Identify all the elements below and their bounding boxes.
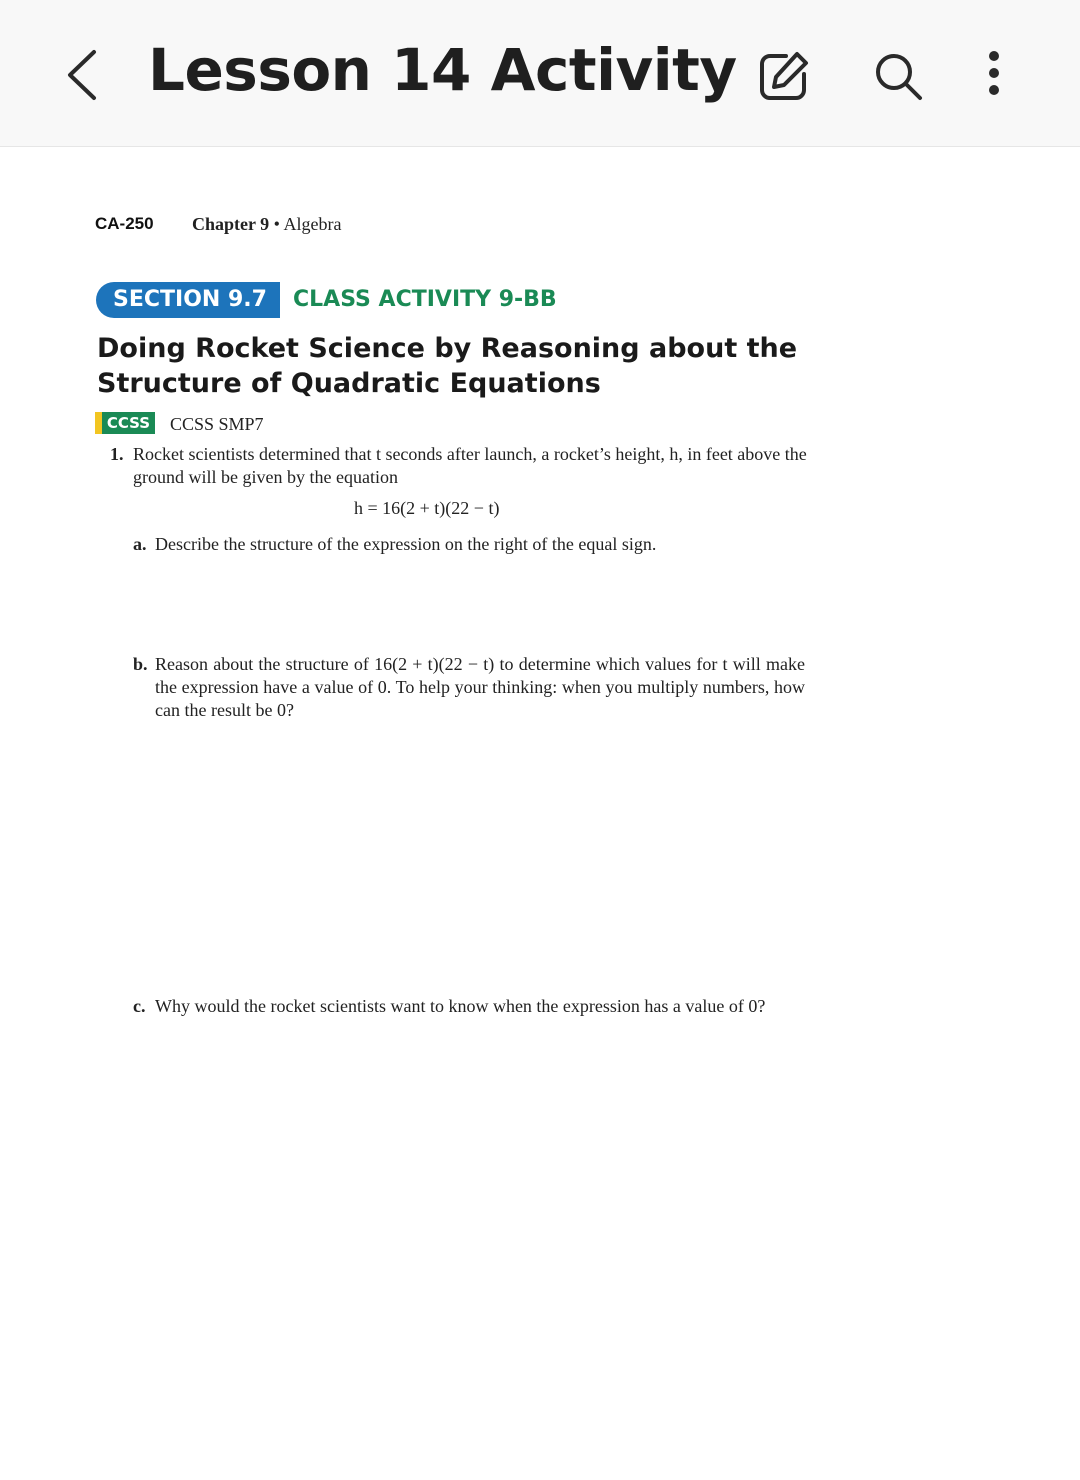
chevron-left-icon bbox=[58, 44, 110, 106]
activity-label: CLASS ACTIVITY 9-BB bbox=[293, 287, 557, 312]
app-bar bbox=[0, 0, 1080, 147]
problem-number: 1. bbox=[110, 444, 124, 464]
page-number: CA-250 bbox=[95, 214, 154, 233]
part-text: Describe the structure of the expression on the right of the equal sign. bbox=[155, 534, 657, 554]
part-text: Reason about the structure of 16(2 + t)(22 − t) to determine which values for t will make the expression have a value of 0. To help your thinking: when you multiply numbers, how can the result be 0? bbox=[155, 654, 805, 720]
more-vertical-icon bbox=[978, 46, 1010, 102]
chapter-number: Chapter 9 bbox=[192, 214, 270, 234]
part-text: Why would the rocket scientists want to know when the expression has a value of 0? bbox=[155, 996, 766, 1016]
chapter-separator: • bbox=[273, 214, 280, 234]
chapter-label bbox=[192, 214, 341, 235]
problem-prompt: Rocket scientists determined that t seconds after launch, a rocket’s height, h, in feet above the ground will be given by the equation bbox=[133, 444, 807, 487]
ccss-badge: CCSS bbox=[95, 412, 155, 434]
part-letter: b. bbox=[133, 654, 148, 674]
chapter-subject: Algebra bbox=[283, 214, 342, 234]
part-letter: a. bbox=[133, 534, 147, 554]
back-button[interactable] bbox=[58, 44, 110, 106]
edit-icon bbox=[756, 48, 812, 104]
search-button[interactable] bbox=[868, 48, 928, 104]
section-badge: SECTION 9.7 bbox=[96, 282, 280, 318]
more-options-button[interactable] bbox=[978, 46, 1010, 102]
page-header bbox=[95, 214, 342, 234]
edit-button[interactable] bbox=[756, 48, 812, 104]
activity-title: Doing Rocket Science by Reasoning about the Structure of Quadratic Equations bbox=[97, 333, 798, 399]
standards-text: CCSS SMP7 bbox=[170, 414, 264, 434]
page-title: Lesson 14 Activity bbox=[148, 36, 737, 104]
search-icon bbox=[868, 48, 928, 104]
part-letter: c. bbox=[133, 996, 146, 1016]
equation: h = 16(2 + t)(22 − t) bbox=[354, 498, 500, 518]
